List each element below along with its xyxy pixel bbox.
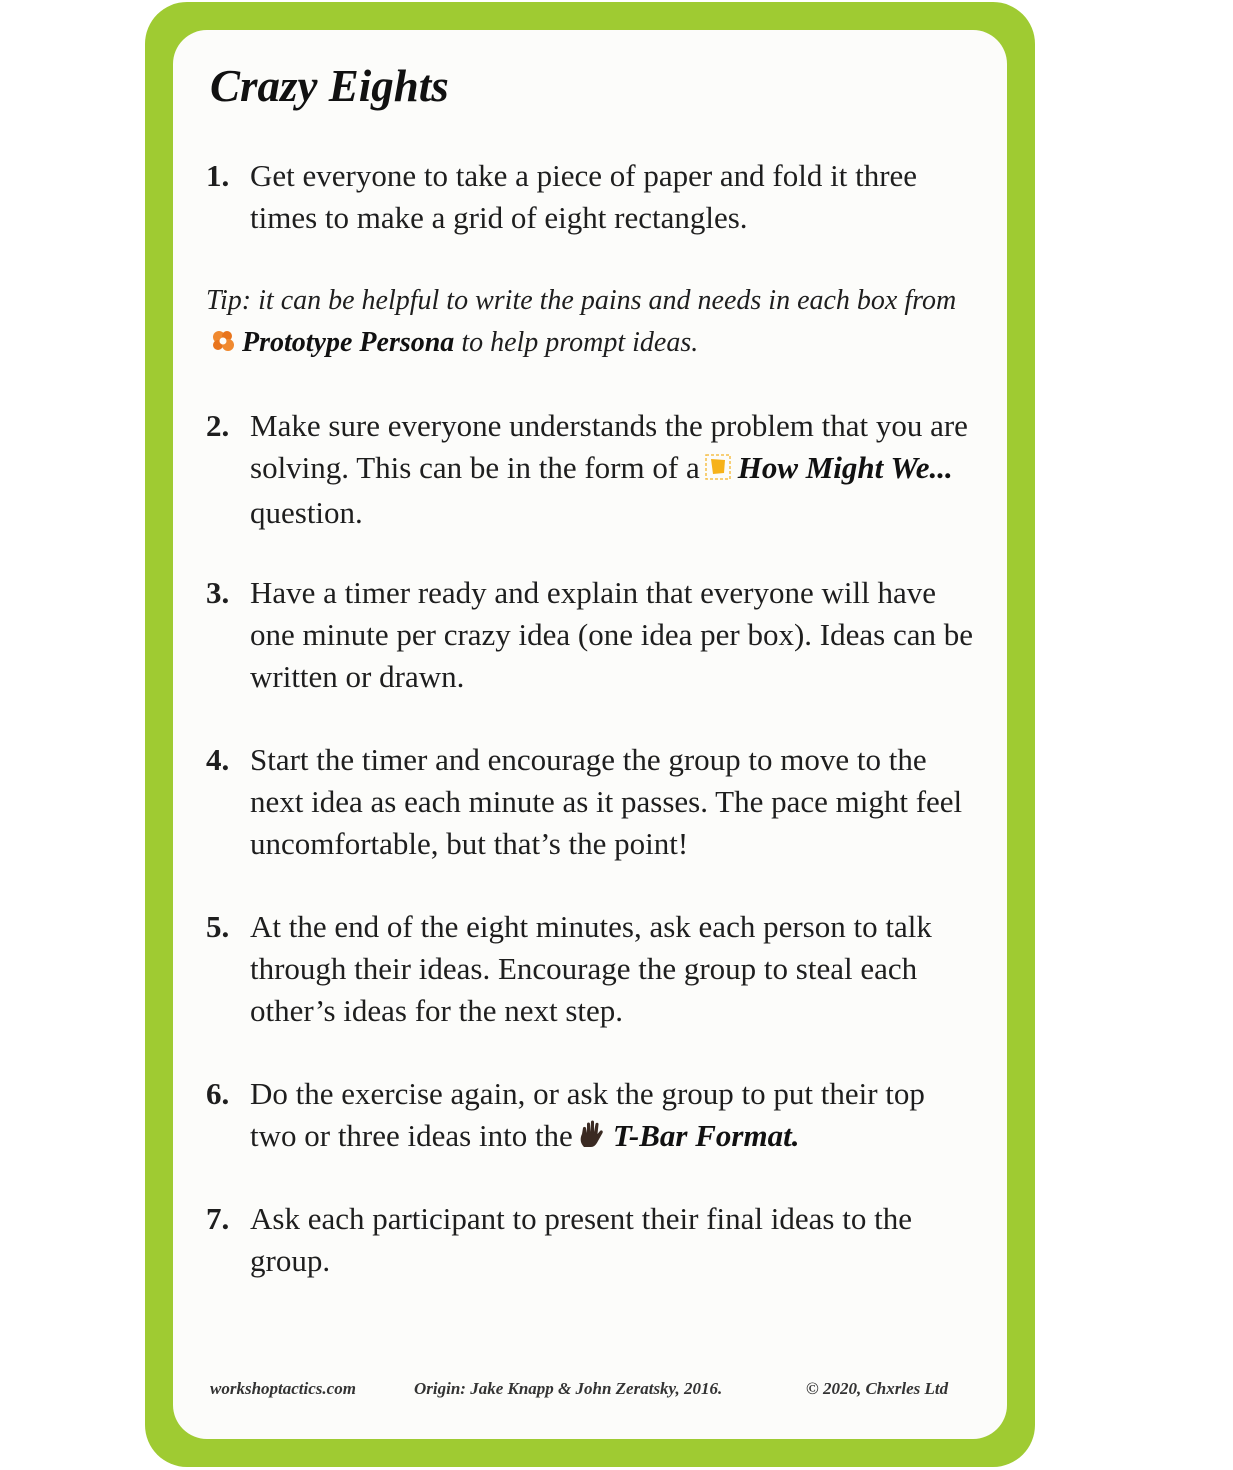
step-6 — [206, 1073, 976, 1160]
step-text: Ask each participant to present their final ideas to the group. — [250, 1201, 912, 1278]
step-text: Do the exercise again, or ask the group to put their top two or three ideas into the — [250, 1076, 925, 1153]
step-number: 2. — [206, 408, 230, 443]
tip-text: Tip: it can be helpful to write the pains and needs in each box from — [206, 285, 957, 316]
tip-paragraph — [206, 280, 986, 367]
footer-origin: Origin: Jake Knapp & John Zeratsky, 2016. — [414, 1379, 723, 1398]
footer-website: workshoptactics.com — [210, 1379, 356, 1398]
persona-blob-icon — [210, 325, 236, 367]
step-text: Get everyone to take a piece of paper and fold it three times to make a grid of eight rectangles. — [250, 158, 918, 235]
footer-copyright: © 2020, Chxrles Ltd — [806, 1379, 949, 1398]
step-3 — [206, 572, 976, 698]
step-2 — [206, 405, 976, 534]
step-number: 4. — [206, 742, 230, 777]
tip-text-end: to help prompt ideas. — [461, 327, 699, 358]
step-5 — [206, 906, 976, 1032]
step-number: 1. — [206, 158, 230, 193]
step-text: At the end of the eight minutes, ask each person to talk through their ideas. Encourage the group to steal each other’s ideas for the next step. — [250, 909, 932, 1028]
sticky-note-icon — [704, 450, 732, 492]
how-might-we-link[interactable]: How Might We... — [737, 450, 953, 485]
step-text: Start the timer and encourage the group to move to the next idea as each minute as it passes. The pace might feel uncomfortable, but that’s the point! — [250, 742, 963, 861]
step-1 — [206, 155, 976, 239]
step-4 — [206, 739, 976, 865]
card-title: Crazy Eights — [210, 61, 449, 111]
prototype-persona-link[interactable]: Prototype Persona — [242, 327, 455, 358]
t-bar-format-link[interactable]: T-Bar Format. — [612, 1118, 800, 1153]
step-text: Have a timer ready and explain that everyone will have one minute per crazy idea (one idea per box). Ideas can be written or drawn. — [250, 575, 973, 694]
hand-icon — [577, 1118, 607, 1160]
step-text: Make sure everyone understands the problem that you are solving. This can be in the form of a — [250, 408, 968, 485]
step-number: 6. — [206, 1076, 230, 1111]
step-number: 5. — [206, 909, 230, 944]
step-number: 7. — [206, 1201, 230, 1236]
step-number: 3. — [206, 575, 230, 610]
step-7 — [206, 1198, 976, 1282]
step-text-end: question. — [250, 495, 363, 530]
